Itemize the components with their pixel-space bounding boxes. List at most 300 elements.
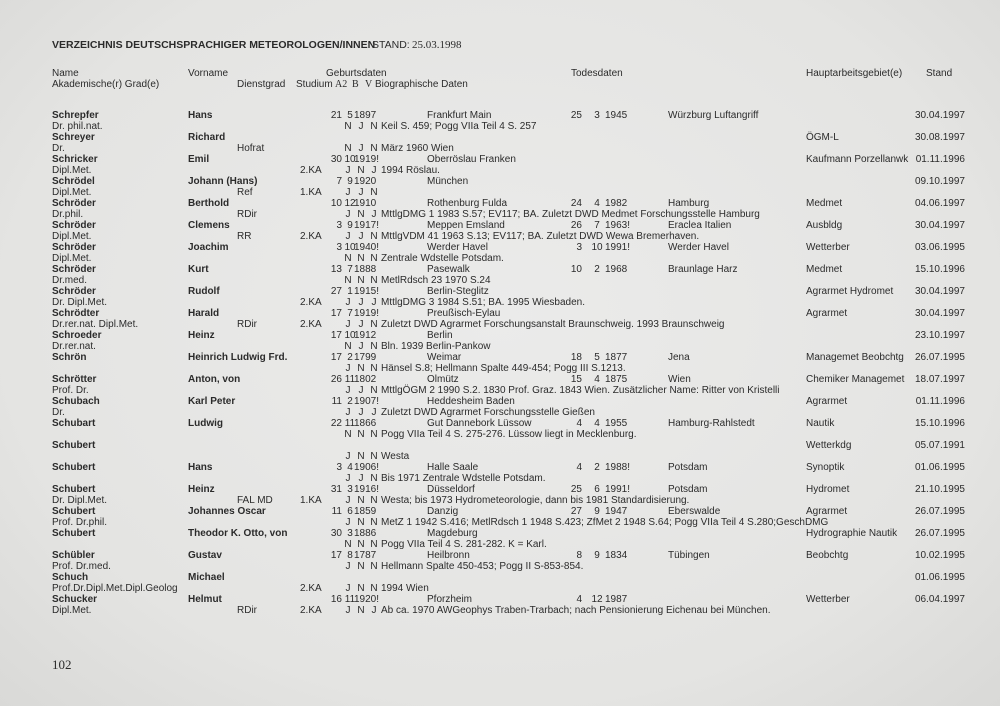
entry-name: Schroeder (52, 330, 102, 341)
death-month: 10 (591, 242, 603, 253)
hauptarbeitsgebiet: Hydromet (806, 484, 850, 495)
biography: Bln. 1939 Berlin-Pankow (381, 341, 491, 352)
birth-month: 10 (344, 242, 356, 253)
birth-year: 1859 (354, 506, 377, 517)
academic-degree: Dr. Dipl.Met. (52, 495, 108, 506)
flag-a2: N (344, 341, 352, 352)
header-dienstgrad: Dienstgrad (237, 79, 286, 90)
entry-name: Schubert (52, 528, 96, 539)
birthplace: Oberröslau Franken (427, 154, 516, 165)
birth-month: 7 (347, 264, 353, 275)
dienstgrad: RDir (237, 605, 257, 616)
birth-day: 17 (330, 330, 342, 341)
table-row (0, 462, 1000, 484)
birth-year: 1912 (354, 330, 377, 341)
biography: Zuletzt DWD Agrarmet Forschungsstelle Gießen (381, 407, 595, 418)
entry-name: Schubart (52, 418, 96, 429)
entry-vorname: Hans (188, 110, 213, 121)
table-row (0, 330, 1000, 352)
entry-name: Schubert (52, 440, 96, 451)
birth-year: 1917! (354, 220, 380, 231)
entry-vorname: Kurt (188, 264, 209, 275)
birth-month: 2 (347, 352, 353, 363)
stand-date: 26.07.1995 (914, 352, 965, 363)
flag-v: J (371, 605, 377, 616)
stand-date: 26.07.1995 (914, 528, 965, 539)
death-year: 1875 (605, 374, 628, 385)
flag-v: J (371, 209, 377, 220)
birth-month: 9 (347, 220, 353, 231)
birth-month: 12 (344, 198, 356, 209)
death-day: 4 (576, 594, 582, 605)
hauptarbeitsgebiet: Wetterkdg (806, 440, 852, 451)
birthplace: Heilbronn (427, 550, 470, 561)
death-month: 2 (594, 264, 600, 275)
birth-day: 17 (330, 352, 342, 363)
entry-name: Schrödter (52, 308, 100, 319)
flag-v: N (370, 187, 378, 198)
table-row (0, 286, 1000, 308)
flag-a2: J (345, 583, 351, 594)
entry-vorname: Rudolf (188, 286, 220, 297)
birth-month: 1 (347, 286, 353, 297)
header-grad: Akademische(r) Grad(e) (52, 79, 160, 90)
flag-b: J (358, 187, 364, 198)
birthplace: Preußisch-Eylau (427, 308, 501, 319)
flag-v: J (371, 297, 377, 308)
studium: 2.KA (300, 165, 322, 176)
header-todesdaten: Todesdaten (571, 68, 623, 79)
birth-month: 8 (347, 550, 353, 561)
stand-date: 01.11.1996 (915, 396, 965, 407)
academic-degree: Dipl.Met. (52, 253, 92, 264)
entry-name: Schröder (52, 220, 96, 231)
flag-v: N (370, 539, 378, 550)
deathplace: Würzburg Luftangriff (668, 110, 759, 121)
death-day: 25 (570, 484, 582, 495)
table-row (0, 308, 1000, 330)
death-day: 26 (570, 220, 582, 231)
flag-b: J (358, 407, 364, 418)
academic-degree: Prof. Dr. (52, 385, 89, 396)
header-v: V (365, 79, 373, 90)
stand-date: 15.10.1996 (914, 418, 965, 429)
birthplace: Berlin (427, 330, 453, 341)
table-row (0, 594, 1000, 616)
hauptarbeitsgebiet: Wetterber (806, 242, 850, 253)
flag-b: J (358, 473, 364, 484)
birthplace: Weimar (427, 352, 462, 363)
flag-a2: J (345, 385, 351, 396)
flag-a2: N (344, 143, 352, 154)
death-day: 8 (576, 550, 582, 561)
header-b: B (352, 79, 359, 90)
birth-day: 16 (330, 594, 342, 605)
death-day: 15 (570, 374, 582, 385)
birth-year: 1906! (354, 462, 380, 473)
death-month: 4 (594, 418, 600, 429)
death-year: 1955 (605, 418, 628, 429)
birthplace: Danzig (427, 506, 459, 517)
academic-degree: Prof. Dr.phil. (52, 517, 108, 528)
birth-year: 1919! (354, 308, 380, 319)
academic-degree: Dipl.Met. (52, 231, 92, 242)
entry-name: Schuch (52, 572, 89, 583)
birth-year: 1866 (354, 418, 377, 429)
header-vorname: Vorname (188, 68, 229, 79)
death-year: 1945 (605, 110, 628, 121)
entry-vorname: Emil (188, 154, 210, 165)
stand-date: 30.08.1997 (914, 132, 965, 143)
dienstgrad: RR (237, 231, 252, 242)
stand-date: 04.06.1997 (914, 198, 965, 209)
page-number: 102 (52, 657, 72, 672)
death-year: 1988! (605, 462, 631, 473)
birth-year: 1886 (354, 528, 377, 539)
flag-a2: J (345, 451, 351, 462)
birth-month: 11 (344, 418, 356, 429)
flag-v: N (370, 429, 378, 440)
flag-b: N (357, 539, 365, 550)
stand-date: 10.02.1995 (914, 550, 965, 561)
biography: Westa (381, 451, 410, 462)
stand-date: 30.04.1997 (914, 286, 965, 297)
entry-name: Schucker (52, 594, 98, 605)
flag-a2: J (345, 187, 351, 198)
birth-year: 1910 (354, 198, 377, 209)
flag-b: J (358, 231, 364, 242)
flag-v: N (370, 517, 378, 528)
hauptarbeitsgebiet: Hydrographie Nautik (806, 528, 898, 539)
flag-b: J (358, 341, 364, 352)
entry-vorname: Hans (188, 462, 213, 473)
birth-day: 21 (330, 110, 342, 121)
birthplace: Rothenburg Fulda (427, 198, 508, 209)
table-row (0, 198, 1000, 220)
hauptarbeitsgebiet: Medmet (806, 264, 843, 275)
birth-year: 1799 (354, 352, 377, 363)
academic-degree: Dr.med. (52, 275, 88, 286)
flag-a2: N (344, 539, 352, 550)
death-month: 7 (594, 220, 600, 231)
flag-v: N (370, 385, 378, 396)
dienstgrad: RDir (237, 319, 257, 330)
header-hauptarbeitsgebiet: Hauptarbeitsgebiet(e) (806, 68, 903, 79)
entry-name: Schrödel (52, 176, 95, 187)
entry-vorname: Clemens (188, 220, 230, 231)
table-row (0, 154, 1000, 176)
studium: 1.KA (300, 187, 322, 198)
birthplace: Berlin-Steglitz (427, 286, 489, 297)
flag-v: N (370, 319, 378, 330)
deathplace: Wien (668, 374, 691, 385)
hauptarbeitsgebiet: Agrarmet (806, 308, 848, 319)
entry-vorname: Karl Peter (188, 396, 236, 407)
stand-date: 30.04.1997 (914, 110, 965, 121)
flag-v: N (370, 341, 378, 352)
deathplace: Eraclea Italien (668, 220, 732, 231)
death-day: 4 (576, 462, 582, 473)
academic-degree: Dipl.Met. (52, 605, 92, 616)
death-month: 6 (594, 484, 600, 495)
birthplace: München (427, 176, 469, 187)
table-row (0, 352, 1000, 374)
hauptarbeitsgebiet: Wetterber (806, 594, 850, 605)
birth-day: 17 (330, 308, 342, 319)
biography: Westa; bis 1973 Hydrometeorologie, dann bis 1981 Standardisierung. (381, 495, 690, 506)
flag-v: N (370, 121, 378, 132)
biography: 1994 Röslau. (381, 165, 440, 176)
death-day: 18 (570, 352, 582, 363)
academic-degree: Dr.phil. (52, 209, 84, 220)
flag-b: N (357, 517, 365, 528)
entry-name: Schrötter (52, 374, 97, 385)
death-year: 1947 (605, 506, 628, 517)
flag-a2: J (345, 605, 351, 616)
birthplace: Magdeburg (427, 528, 478, 539)
birth-day: 7 (336, 176, 342, 187)
table-row (0, 506, 1000, 528)
flag-a2: J (345, 473, 351, 484)
biography: MttlgDMG 1 1983 S.57; EV117; BA. Zuletzt DWD Medmet Forschungsstelle Hamburg (381, 209, 760, 220)
dienstgrad: FAL MD (237, 495, 273, 506)
entry-vorname: Johannes Oscar (188, 506, 266, 517)
hauptarbeitsgebiet: Kaufmann Porzellanwk (806, 154, 909, 165)
flag-v: N (370, 473, 378, 484)
birth-month: 11 (344, 374, 356, 385)
table-row (0, 550, 1000, 572)
studium: 2.KA (300, 583, 322, 594)
death-year: 1968 (605, 264, 628, 275)
flag-v: N (370, 561, 378, 572)
table-row (0, 396, 1000, 418)
entry-name: Schröder (52, 264, 96, 275)
death-year: 1991! (605, 484, 631, 495)
biography: Keil S. 459; Pogg VIIa Teil 4 S. 257 (381, 121, 537, 132)
dienstgrad: RDir (237, 209, 257, 220)
table-row (0, 220, 1000, 242)
death-day: 25 (570, 110, 582, 121)
biography: Hänsel S.8; Hellmann Spalte 449-454; Pogg III S.1213. (381, 363, 626, 374)
flag-v: N (370, 583, 378, 594)
birth-month: 10 (344, 154, 356, 165)
birth-day: 27 (330, 286, 342, 297)
death-month: 3 (594, 110, 600, 121)
entry-vorname: Johann (Hans) (188, 176, 258, 187)
table-row (0, 418, 1000, 440)
birth-day: 31 (330, 484, 342, 495)
stand-date: 05.07.1991 (914, 440, 965, 451)
flag-b: N (357, 253, 365, 264)
birth-day: 11 (331, 396, 342, 407)
entry-name: Schubert (52, 462, 96, 473)
flag-v: N (370, 231, 378, 242)
biography: 1994 Wien (381, 583, 429, 594)
hauptarbeitsgebiet: Synoptik (806, 462, 845, 473)
studium: 2.KA (300, 297, 322, 308)
academic-degree: Prof.Dr.Dipl.Met.Dipl.Geolog (52, 583, 178, 594)
table-row (0, 440, 1000, 462)
entry-name: Schübler (52, 550, 95, 561)
entry-name: Schrön (52, 352, 87, 363)
flag-a2: J (345, 517, 351, 528)
entry-vorname: Richard (188, 132, 226, 143)
table-row (0, 374, 1000, 396)
document-title: VERZEICHNIS DEUTSCHSPRACHIGER METEOROLOGEN/INNEN (52, 39, 376, 51)
flag-v: N (370, 143, 378, 154)
hauptarbeitsgebiet: Agrarmet Hydromet (806, 286, 894, 297)
flag-b: N (357, 209, 365, 220)
birthplace: Meppen Emsland (427, 220, 505, 231)
stand-date: 06.04.1997 (914, 594, 965, 605)
biography: März 1960 Wien (381, 143, 454, 154)
birth-year: 1920! (354, 594, 380, 605)
stand-date: 23.10.1997 (914, 330, 965, 341)
birth-month: 4 (347, 462, 353, 473)
birth-year: 1916! (354, 484, 380, 495)
stand-date: 09.10.1997 (914, 176, 965, 187)
flag-a2: J (345, 407, 351, 418)
flag-v: N (370, 253, 378, 264)
death-day: 24 (570, 198, 582, 209)
academic-degree: Dr. (52, 143, 65, 154)
birth-day: 10 (330, 198, 342, 209)
entry-vorname: Theodor K. Otto, von (188, 528, 288, 539)
birthplace: Pforzheim (427, 594, 473, 605)
birth-year: 1919! (354, 154, 380, 165)
death-year: 1982 (605, 198, 628, 209)
deathplace: Potsdam (668, 462, 708, 473)
entry-name: Schubert (52, 484, 96, 495)
academic-degree: Dr.rer.nat. (52, 341, 96, 352)
stand-date: 30.04.1997 (914, 220, 965, 231)
academic-degree: Dr.rer.nat. Dipl.Met. (52, 319, 139, 330)
table-row (0, 132, 1000, 154)
birth-day: 30 (330, 154, 342, 165)
table-row (0, 572, 1000, 594)
death-day: 27 (570, 506, 582, 517)
flag-b: J (358, 385, 364, 396)
entry-name: Schubert (52, 506, 96, 517)
entry-vorname: Michael (188, 572, 225, 583)
birth-month: 5 (347, 110, 353, 121)
birthplace: Düsseldorf (427, 484, 475, 495)
academic-degree: Dr. Dipl.Met. (52, 297, 108, 308)
birthplace: Olmütz (427, 374, 459, 385)
biography: MttlgVDM 41 1963 S.13; EV117; BA. Zuletzt DWD Wewa Bremerhaven. (381, 231, 700, 242)
flag-b: N (357, 605, 365, 616)
birth-day: 13 (330, 264, 342, 275)
biography: MttlgÖGM 2 1990 S.2. 1830 Prof. Graz. 1843 Wien. Zusätzlicher Name: Ritter von Kristelli (381, 385, 780, 396)
death-day: 10 (570, 264, 582, 275)
entry-vorname: Helmut (188, 594, 222, 605)
academic-degree: Dr. phil.nat. (52, 121, 103, 132)
biography: Pogg VIIa Teil 4 S. 275-276. Lüssow liegt in Mecklenburg. (381, 429, 637, 440)
biography: MetZ 1 1942 S.416; MetlRdsch 1 1948 S.423; ZfMet 2 1948 S.64; Pogg VIIa Teil 4 S.280;GeschDMG (381, 517, 829, 528)
birth-day: 17 (330, 550, 342, 561)
flag-b: N (357, 583, 365, 594)
birth-day: 3 (336, 462, 342, 473)
entry-name: Schubach (52, 396, 100, 407)
flag-b: N (357, 363, 365, 374)
flag-a2: J (345, 165, 351, 176)
deathplace: Hamburg-Rahlstedt (668, 418, 755, 429)
entry-vorname: Harald (188, 308, 220, 319)
birthplace: Werder Havel (427, 242, 488, 253)
birth-month: 2 (347, 396, 353, 407)
flag-b: J (358, 319, 364, 330)
deathplace: Werder Havel (668, 242, 729, 253)
death-month: 5 (594, 352, 600, 363)
death-year: 1987 (605, 594, 628, 605)
birth-month: 11 (344, 594, 356, 605)
hauptarbeitsgebiet: Agrarmet (806, 396, 848, 407)
biography: Bis 1971 Zentrale Wdstelle Potsdam. (381, 473, 546, 484)
entry-name: Schröder (52, 242, 96, 253)
hauptarbeitsgebiet: Beobchtg (806, 550, 849, 561)
studium: 2.KA (300, 605, 322, 616)
flag-v: N (370, 275, 378, 286)
academic-degree: Prof. Dr.med. (52, 561, 111, 572)
death-day: 3 (576, 242, 582, 253)
birthplace: Gut Dannebork Lüssow (427, 418, 532, 429)
birth-year: 1940! (354, 242, 380, 253)
stand-date: 30.04.1997 (914, 308, 965, 319)
hauptarbeitsgebiet: Agrarmet (806, 506, 848, 517)
stand-label: STAND: (372, 39, 410, 51)
entry-name: Schricker (52, 154, 98, 165)
flag-a2: J (345, 297, 351, 308)
birthplace: Pasewalk (427, 264, 470, 275)
birth-month: 7 (347, 308, 353, 319)
academic-degree: Dipl.Met. (52, 165, 92, 176)
biography: Zuletzt DWD Agrarmet Forschungsanstalt Braunschweig. 1993 Braunschweig (381, 319, 725, 330)
deathplace: Braunlage Harz (668, 264, 738, 275)
entry-vorname: Anton, von (188, 374, 241, 385)
birthplace: Halle Saale (427, 462, 479, 473)
flag-b: J (358, 121, 364, 132)
stand-date: 25.03.1998 (412, 39, 462, 51)
stand-date: 18.07.1997 (914, 374, 965, 385)
entry-vorname: Heinz (188, 330, 215, 341)
flag-v: N (370, 451, 378, 462)
flag-v: N (370, 495, 378, 506)
table-row (0, 484, 1000, 506)
death-month: 12 (591, 594, 603, 605)
biography: Hellmann Spalte 450-453; Pogg II S-853-854. (381, 561, 584, 572)
stand-date: 21.10.1995 (914, 484, 965, 495)
flag-a2: J (345, 363, 351, 374)
table-row (0, 110, 1000, 132)
death-month: 2 (594, 462, 600, 473)
flag-a2: J (345, 495, 351, 506)
biography: Ab ca. 1970 AWGeophys Traben-Trarbach; nach Pensionierung Eichenau bei München. (381, 605, 771, 616)
death-year: 1991! (605, 242, 631, 253)
academic-degree: Dipl.Met. (52, 187, 92, 198)
flag-a2: N (344, 429, 352, 440)
entry-vorname: Ludwig (188, 418, 223, 429)
header-bio: Biographische Daten (375, 79, 468, 90)
birth-year: 1787 (354, 550, 377, 561)
flag-v: J (371, 165, 377, 176)
dienstgrad: Hofrat (237, 143, 265, 154)
birth-day: 11 (331, 506, 342, 517)
flag-a2: N (344, 121, 352, 132)
table-row (0, 264, 1000, 286)
death-month: 4 (594, 374, 600, 385)
birth-day: 30 (330, 528, 342, 539)
entry-vorname: Heinz (188, 484, 215, 495)
